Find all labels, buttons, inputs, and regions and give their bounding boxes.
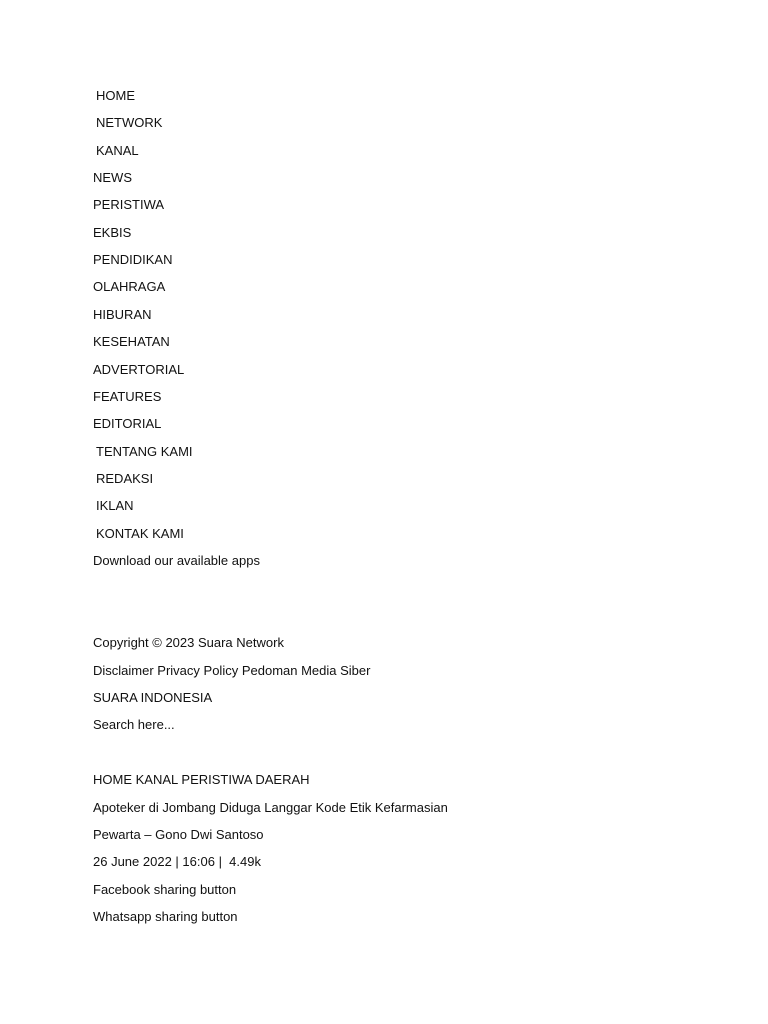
nav-category-kesehatan[interactable]: KESEHATAN — [93, 334, 170, 349]
nav-kanal-link[interactable]: KANAL — [96, 143, 139, 158]
site-logo-link[interactable]: SUARA INDONESIA — [93, 690, 213, 705]
privacy-policy-link[interactable]: Privacy Policy — [157, 663, 239, 678]
breadcrumb-daerah[interactable]: DAERAH — [255, 772, 310, 787]
nav-category-features[interactable]: FEATURES — [93, 389, 162, 404]
nav-tentang-kami-link[interactable]: TENTANG KAMI — [96, 444, 193, 459]
nav-iklan-link[interactable]: IKLAN — [96, 498, 134, 513]
article-time: 16:06 — [182, 854, 215, 869]
whatsapp-share-button[interactable]: Whatsapp sharing button — [93, 909, 238, 924]
breadcrumb-peristiwa[interactable]: PERISTIWA — [181, 772, 252, 787]
nav-category-advertorial[interactable]: ADVERTORIAL — [93, 362, 185, 377]
breadcrumb-kanal[interactable]: KANAL — [135, 772, 178, 787]
article-date: 26 June 2022 — [93, 854, 172, 869]
nav-network-link[interactable]: NETWORK — [96, 115, 163, 130]
copyright-text: Copyright © 2023 Suara Network — [93, 635, 284, 650]
nav-kontak-kami-link[interactable]: KONTAK KAMI — [96, 526, 184, 541]
breadcrumb-home[interactable]: HOME — [93, 772, 132, 787]
nav-category-ekbis[interactable]: EKBIS — [93, 225, 132, 240]
nav-category-news[interactable]: NEWS — [93, 170, 132, 185]
nav-category-peristiwa[interactable]: PERISTIWA — [93, 197, 165, 212]
article-views: 4.49k — [229, 854, 261, 869]
nav-redaksi-link[interactable]: REDAKSI — [96, 471, 154, 486]
article-author: Pewarta – Gono Dwi Santoso — [93, 827, 264, 842]
article-title: Apoteker di Jombang Diduga Langgar Kode Etik Kefarmasian — [93, 800, 448, 815]
breadcrumb — [93, 772, 310, 788]
nav-category-olahraga[interactable]: OLAHRAGA — [93, 279, 166, 294]
nav-category-pendidikan[interactable]: PENDIDIKAN — [93, 252, 173, 267]
facebook-share-button[interactable]: Facebook sharing button — [93, 882, 237, 897]
nav-home-link[interactable]: HOME — [96, 88, 135, 103]
pedoman-media-siber-link[interactable]: Pedoman Media Siber — [241, 663, 371, 678]
search-input[interactable]: Search here... — [93, 717, 175, 732]
footer-links — [93, 663, 370, 679]
nav-category-hiburan[interactable]: HIBURAN — [93, 307, 152, 322]
article-meta: 26 June 2022 | 16:06 | 4.49k — [93, 854, 261, 869]
nav-category-editorial[interactable]: EDITORIAL — [93, 416, 162, 431]
disclaimer-link[interactable]: Disclaimer — [93, 663, 154, 678]
download-apps-text: Download our available apps — [93, 553, 260, 568]
